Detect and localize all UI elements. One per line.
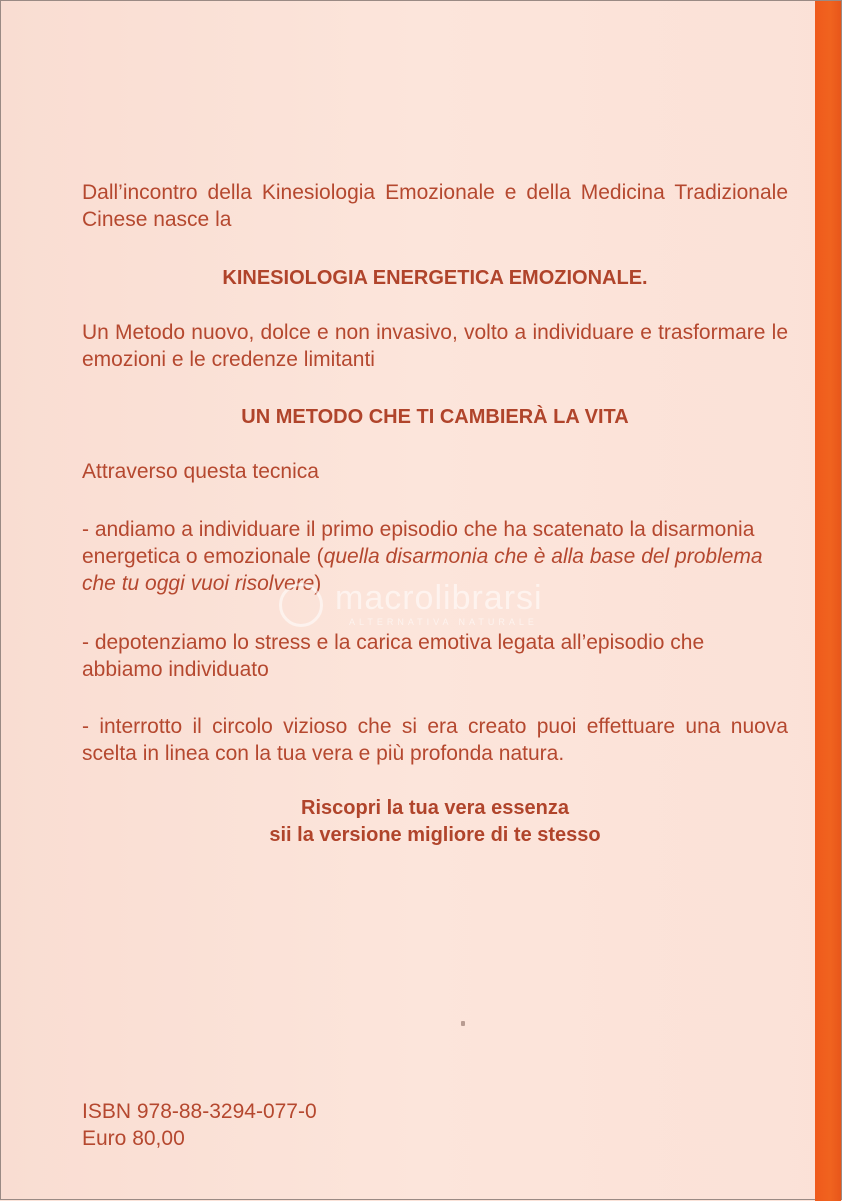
- watermark-tagline: ALTERNATIVA NATURALE: [349, 617, 538, 627]
- main-title: KINESIOLOGIA ENERGETICA EMOZIONALE.: [222, 267, 648, 289]
- paper-speck: [461, 1021, 465, 1026]
- subtitle-heading: UN METODO CHE TI CAMBIERÀ LA VITA: [241, 406, 629, 428]
- point-text: - andiamo a individuare il primo episodio che ha scatenato la disarmonia energetica o emozionale (: [82, 518, 755, 568]
- closing-line-1: Riscopri la tua vera essenza: [301, 797, 569, 819]
- price-text: Euro 80,00: [82, 1127, 185, 1150]
- book-spine-edge: [815, 1, 841, 1201]
- description-paragraph: Un Metodo nuovo, dolce e non invasivo, volto a individuare e trasformare le emozioni e le credenze limitanti: [82, 321, 788, 371]
- closing-line-2: sii la versione migliore di te stesso: [269, 824, 601, 846]
- footer-info: [82, 1098, 317, 1152]
- point-tail: ): [314, 572, 322, 595]
- point-depotenziamo: - depotenziamo lo stress e la carica emotiva legata all’episodio che abbiamo individuato: [82, 631, 705, 681]
- watermark-brand: macrolibrarsi: [335, 579, 543, 617]
- point-individuare: [82, 516, 788, 597]
- isbn-text: ISBN 978-88-3294-077-0: [82, 1100, 317, 1123]
- point-interrotto: - interrotto il circolo vizioso che si era creato puoi effettuare una nuova scelta in linea con la tua vera e più profonda natura.: [82, 715, 788, 765]
- intro-paragraph: Dall’incontro della Kinesiologia Emozionale e della Medicina Tradizionale Cinese nasce la: [82, 181, 788, 231]
- lead-line: Attraverso questa tecnica: [82, 460, 319, 483]
- point-italic-text: quella disarmonia che è alla base del problema che tu oggi vuoi risolvere: [82, 545, 763, 595]
